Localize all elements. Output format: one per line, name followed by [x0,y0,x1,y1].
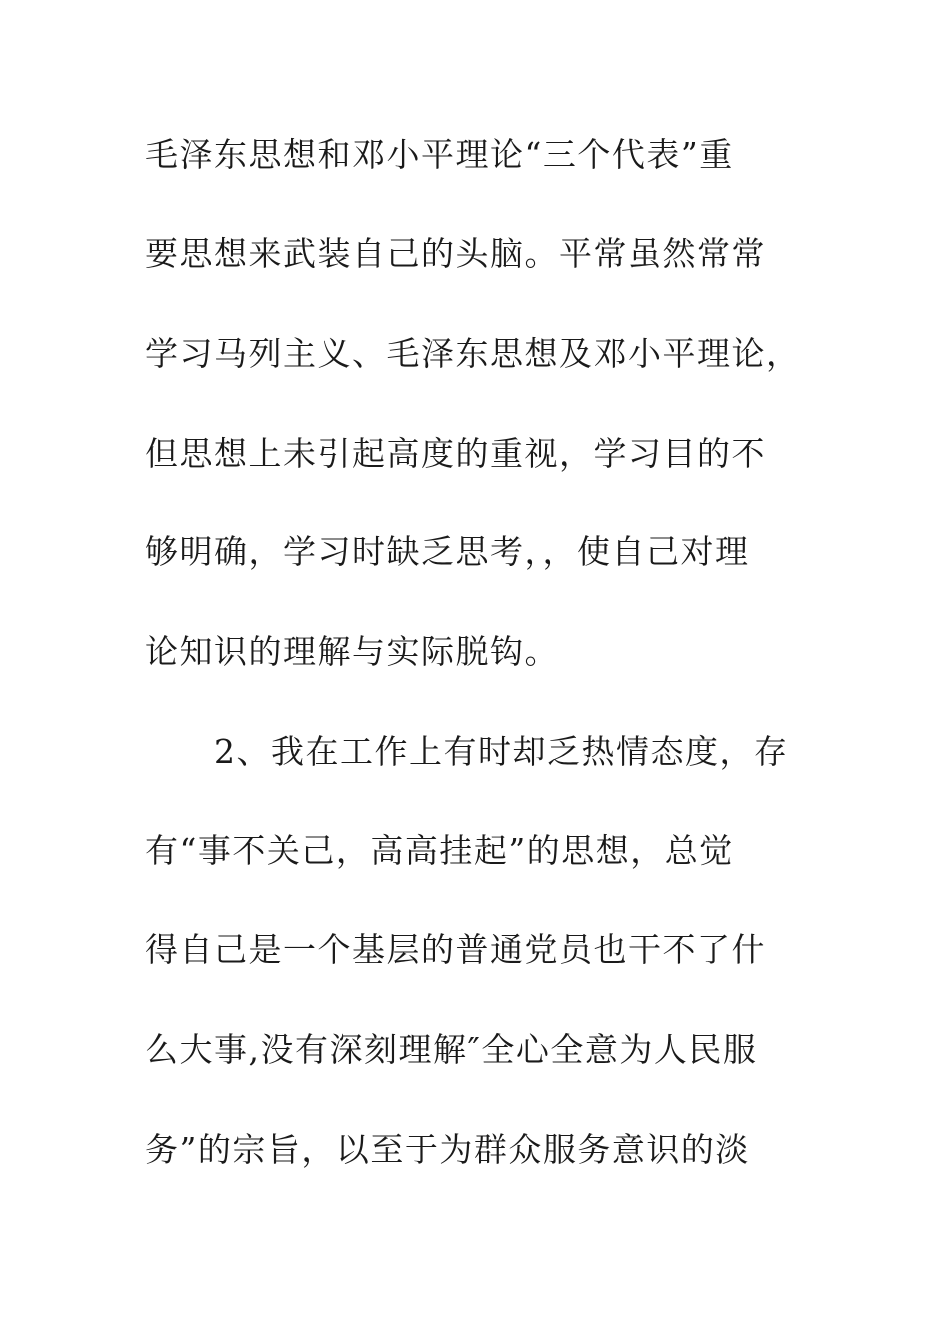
paragraph-start-line: 2、我在工作上有时却乏热情态度，存 [214,732,789,771]
text-line: 学习马列主义、毛泽东思想及邓小平理论， [145,334,801,373]
text-line: 论知识的理解与实际脱钩。 [145,632,559,671]
text-line: 务”的宗旨，以至于为群众服务意识的淡 [145,1130,750,1169]
text-line: 但思想上未引起高度的重视，学习目的不 [145,434,766,473]
text-line: 有“事不关己，高高挂起”的思想，总觉 [145,831,734,870]
text-line: 么大事,没有深刻理解″全心全意为人民服 [145,1030,758,1069]
text-line: 要思想来武装自己的头脑。平常虽然常常 [145,234,766,273]
text-line: 得自己是一个基层的普通党员也干不了什 [145,930,766,969]
text-line: 毛泽东思想和邓小平理论“三个代表”重 [145,135,734,174]
text-line: 够明确，学习时缺乏思考，，使自己对理 [145,532,750,571]
